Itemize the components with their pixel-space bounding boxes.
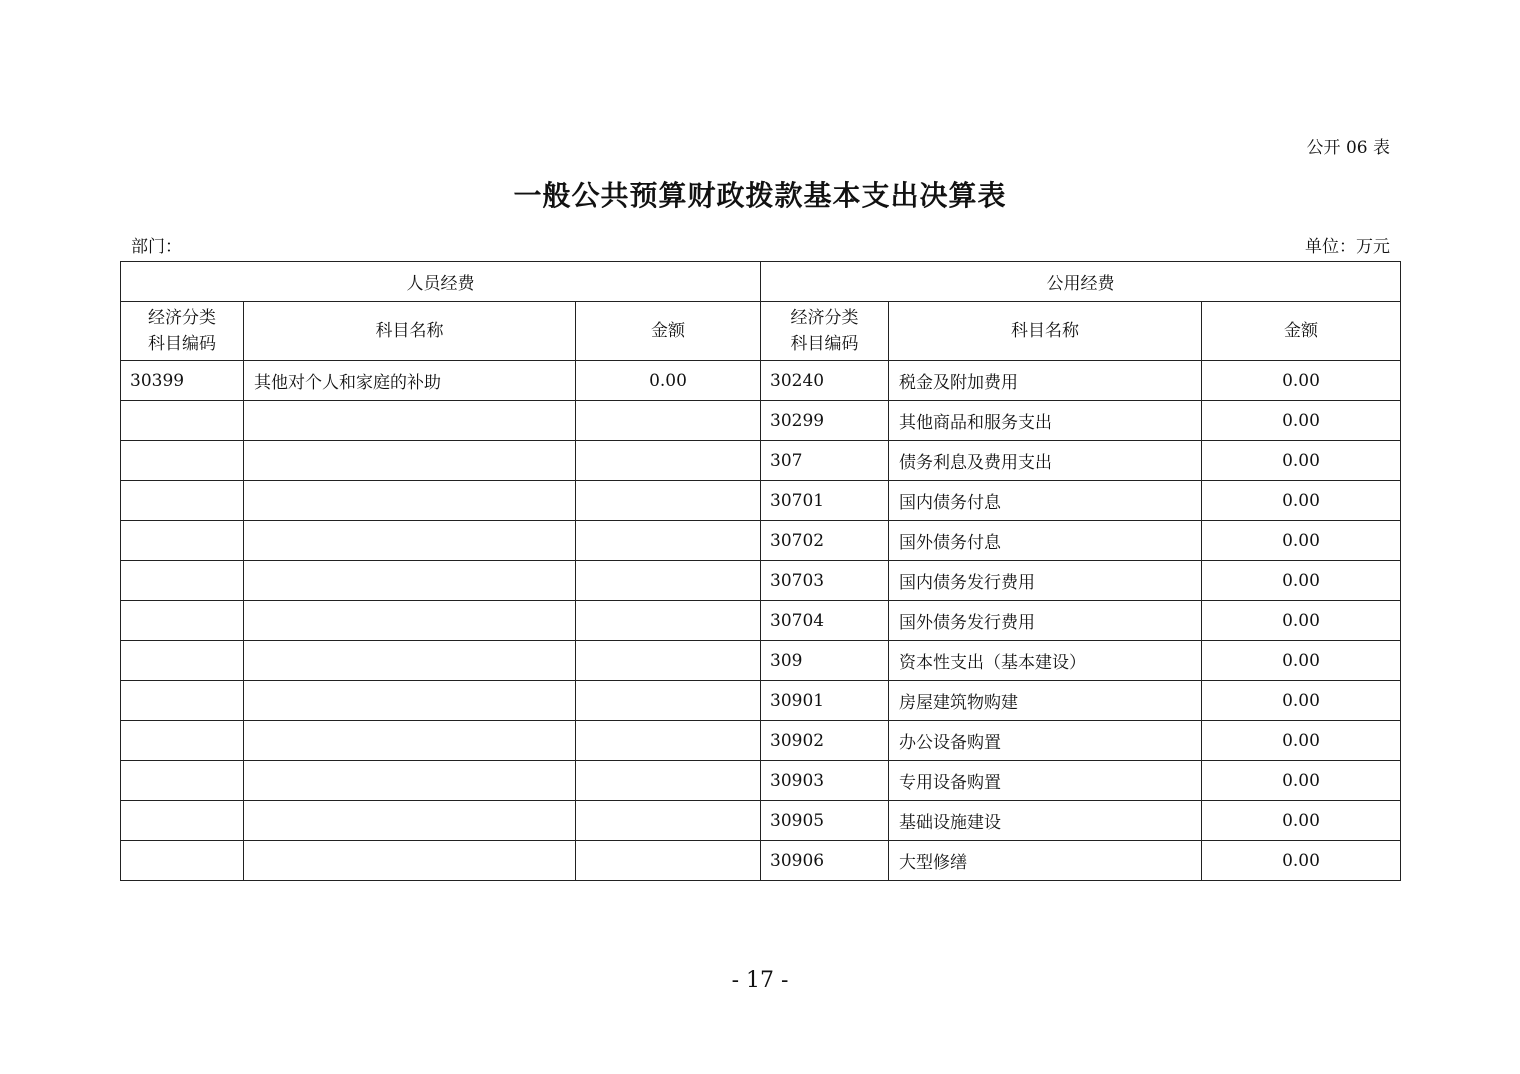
right-amount-cell: 0.00 [1202,601,1401,641]
right-code-cell: 30299 [761,401,889,441]
left-name-cell: 其他对个人和家庭的补助 [244,361,576,401]
left-code-cell [121,681,244,721]
right-code-cell: 30903 [761,761,889,801]
left-amount-cell: 0.00 [576,361,761,401]
left-name-cell [244,761,576,801]
right-name-header: 科目名称 [889,302,1202,361]
right-code-cell: 30902 [761,721,889,761]
table-row [121,641,1401,681]
right-code-cell: 30702 [761,521,889,561]
right-name-cell: 国外债务发行费用 [889,601,1202,641]
form-number: 公开 06 表 [1306,138,1390,158]
right-name-cell: 国内债务付息 [889,481,1202,521]
right-code-cell: 30901 [761,681,889,721]
right-name-cell: 国内债务发行费用 [889,561,1202,601]
left-code-header: 经济分类 科目编码 [121,302,244,361]
table-row [121,481,1401,521]
right-amount-cell: 0.00 [1202,481,1401,521]
table-row [121,801,1401,841]
left-code-cell [121,761,244,801]
left-amount-cell [576,521,761,561]
right-code-cell: 30905 [761,801,889,841]
left-name-cell [244,641,576,681]
page-number: - 17 - [731,968,789,993]
left-amount-cell [576,721,761,761]
unit-label: 单位：万元 [1305,237,1390,257]
left-name-cell [244,801,576,841]
right-amount-cell: 0.00 [1202,841,1401,881]
left-name-cell [244,841,576,881]
right-name-cell: 大型修缮 [889,841,1202,881]
department-label: 部门： [131,237,182,257]
left-code-cell [121,801,244,841]
table-row [121,601,1401,641]
right-amount-cell: 0.00 [1202,401,1401,441]
right-amount-cell: 0.00 [1202,641,1401,681]
table-row [121,761,1401,801]
table-row [121,361,1401,401]
right-amount-cell: 0.00 [1202,721,1401,761]
left-amount-cell [576,801,761,841]
right-amount-cell: 0.00 [1202,561,1401,601]
right-name-cell: 债务利息及费用支出 [889,441,1202,481]
left-code-cell: 30399 [121,361,244,401]
left-name-cell [244,721,576,761]
right-code-cell: 30906 [761,841,889,881]
left-amount-cell [576,841,761,881]
left-name-cell [244,441,576,481]
left-name-cell [244,561,576,601]
right-amount-cell: 0.00 [1202,761,1401,801]
right-amount-cell: 0.00 [1202,361,1401,401]
left-code-cell [121,841,244,881]
personnel-section-header: 人员经费 [121,262,761,302]
table-row [121,441,1401,481]
left-amount-cell [576,681,761,721]
right-name-cell: 资本性支出（基本建设） [889,641,1202,681]
left-code-cell [121,401,244,441]
table-row [121,561,1401,601]
left-name-cell [244,481,576,521]
left-name-header: 科目名称 [244,302,576,361]
right-code-cell: 30240 [761,361,889,401]
left-name-cell [244,601,576,641]
table-row [121,721,1401,761]
left-amount-cell [576,601,761,641]
left-amount-header: 金额 [576,302,761,361]
table-row [121,841,1401,881]
right-name-cell: 专用设备购置 [889,761,1202,801]
table-row [121,681,1401,721]
left-code-cell [121,561,244,601]
right-code-cell: 30701 [761,481,889,521]
table-row [121,521,1401,561]
left-amount-cell [576,441,761,481]
left-name-cell [244,681,576,721]
table-row [121,401,1401,441]
left-name-cell [244,401,576,441]
left-amount-cell [576,761,761,801]
expenditure-table [120,261,1401,881]
right-code-header: 经济分类 科目编码 [761,302,889,361]
right-code-cell: 309 [761,641,889,681]
page-title: 一般公共预算财政拨款基本支出决算表 [513,179,1007,212]
right-name-cell: 基础设施建设 [889,801,1202,841]
right-amount-cell: 0.00 [1202,801,1401,841]
right-code-cell: 30703 [761,561,889,601]
right-code-cell: 307 [761,441,889,481]
right-name-cell: 税金及附加费用 [889,361,1202,401]
left-code-cell [121,521,244,561]
column-header-row [121,302,1401,361]
left-amount-cell [576,481,761,521]
right-name-cell: 国外债务付息 [889,521,1202,561]
right-name-cell: 办公设备购置 [889,721,1202,761]
right-amount-cell: 0.00 [1202,681,1401,721]
right-amount-cell: 0.00 [1202,521,1401,561]
left-code-cell [121,441,244,481]
left-amount-cell [576,641,761,681]
left-code-cell [121,641,244,681]
left-name-cell [244,521,576,561]
section-header-row [121,262,1401,302]
right-name-cell: 其他商品和服务支出 [889,401,1202,441]
left-code-cell [121,601,244,641]
right-amount-header: 金额 [1202,302,1401,361]
right-amount-cell: 0.00 [1202,441,1401,481]
left-amount-cell [576,561,761,601]
right-code-cell: 30704 [761,601,889,641]
public-section-header: 公用经费 [761,262,1401,302]
right-name-cell: 房屋建筑物购建 [889,681,1202,721]
left-code-cell [121,721,244,761]
left-amount-cell [576,401,761,441]
left-code-cell [121,481,244,521]
